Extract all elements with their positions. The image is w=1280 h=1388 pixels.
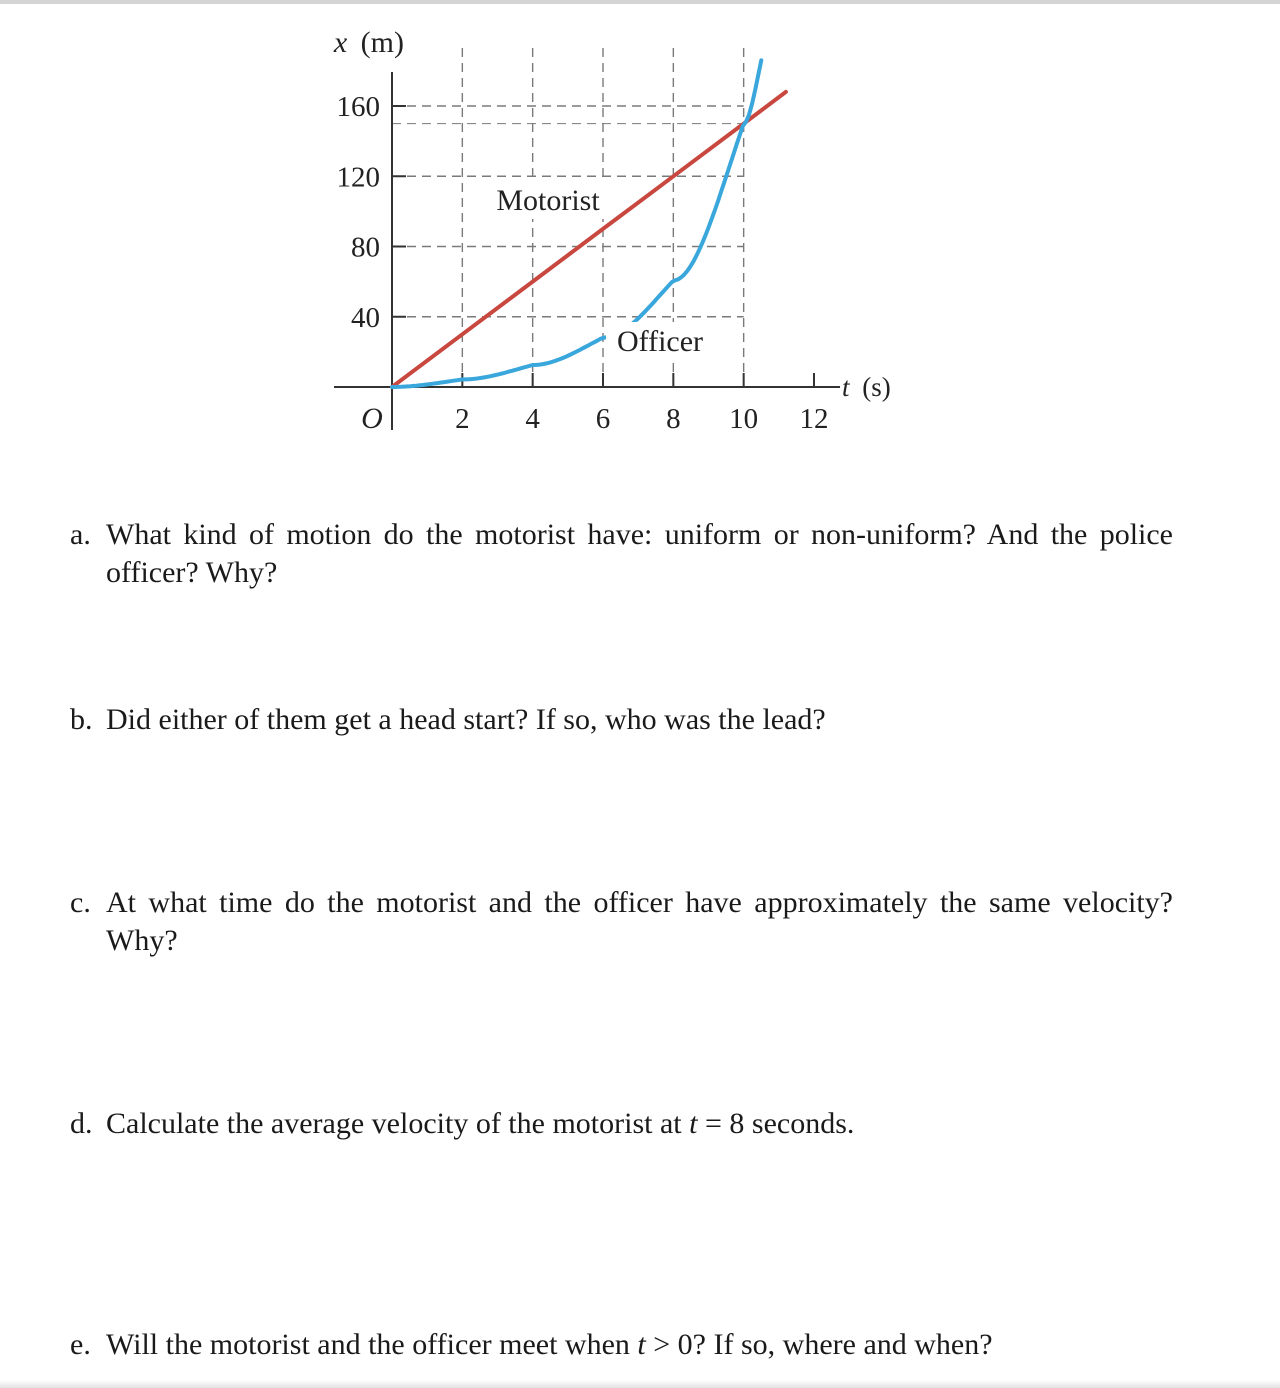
question-b-label: b. xyxy=(70,703,93,736)
question-e-pre: Will the motorist and the officer meet when xyxy=(106,1328,638,1361)
question-d-post: = 8 seconds. xyxy=(697,1107,855,1140)
x-tick-label-8: 8 xyxy=(666,403,681,435)
question-b-text: Did either of them get a head start? If so, who was the lead? xyxy=(106,703,826,736)
y-axis-variable: x xyxy=(333,26,348,59)
question-d-variable: t xyxy=(689,1107,698,1140)
officer-label: Officer xyxy=(616,325,704,358)
question-a xyxy=(70,516,1173,592)
x-tick-label-4: 4 xyxy=(525,403,540,435)
x-axis-title xyxy=(842,372,891,402)
x-axis-variable: t xyxy=(842,372,850,402)
x-tick-label-12: 12 xyxy=(799,403,829,435)
y-tick-label-80: 80 xyxy=(351,231,380,264)
question-d-text xyxy=(106,1105,854,1143)
question-d-pre: Calculate the average velocity of the motorist at xyxy=(106,1107,690,1140)
question-a-text: What kind of motion do the motorist have: uniform or non-uniform? And the police officer? Why? xyxy=(106,518,1173,589)
x-axis-unit: (s) xyxy=(862,372,891,402)
motorist-label: Motorist xyxy=(496,184,600,217)
y-tick-label-120: 120 xyxy=(336,161,380,194)
question-c-text: At what time do the motorist and the officer have approximately the same velocity? Why? xyxy=(106,886,1173,957)
x-tick-label-6: 6 xyxy=(595,403,611,435)
question-b xyxy=(70,701,826,739)
chart-series xyxy=(392,60,786,387)
question-d-label: d. xyxy=(70,1107,93,1140)
question-e xyxy=(70,1326,993,1364)
y-axis-title xyxy=(333,26,404,59)
question-a-label: a. xyxy=(70,518,91,551)
question-c xyxy=(70,884,1173,960)
chart-labels xyxy=(333,26,891,435)
x-tick-label-10: 10 xyxy=(729,403,759,435)
origin-label: O xyxy=(361,402,383,435)
question-e-variable: t xyxy=(637,1328,646,1361)
bottom-edge xyxy=(0,1380,1280,1388)
question-e-post: > 0? If so, where and when? xyxy=(645,1328,993,1361)
position-time-graph xyxy=(0,0,1280,460)
x-tick-label-2: 2 xyxy=(455,403,470,435)
question-e-label: e. xyxy=(70,1328,91,1361)
y-tick-label-160: 160 xyxy=(336,91,380,123)
series-line-motorist xyxy=(392,92,786,387)
question-d xyxy=(70,1105,854,1143)
chart-axes xyxy=(334,72,840,435)
y-tick-label-40: 40 xyxy=(351,301,380,334)
y-axis-unit: (m) xyxy=(360,26,404,59)
question-e-text xyxy=(106,1326,993,1364)
question-c-label: c. xyxy=(70,886,91,919)
